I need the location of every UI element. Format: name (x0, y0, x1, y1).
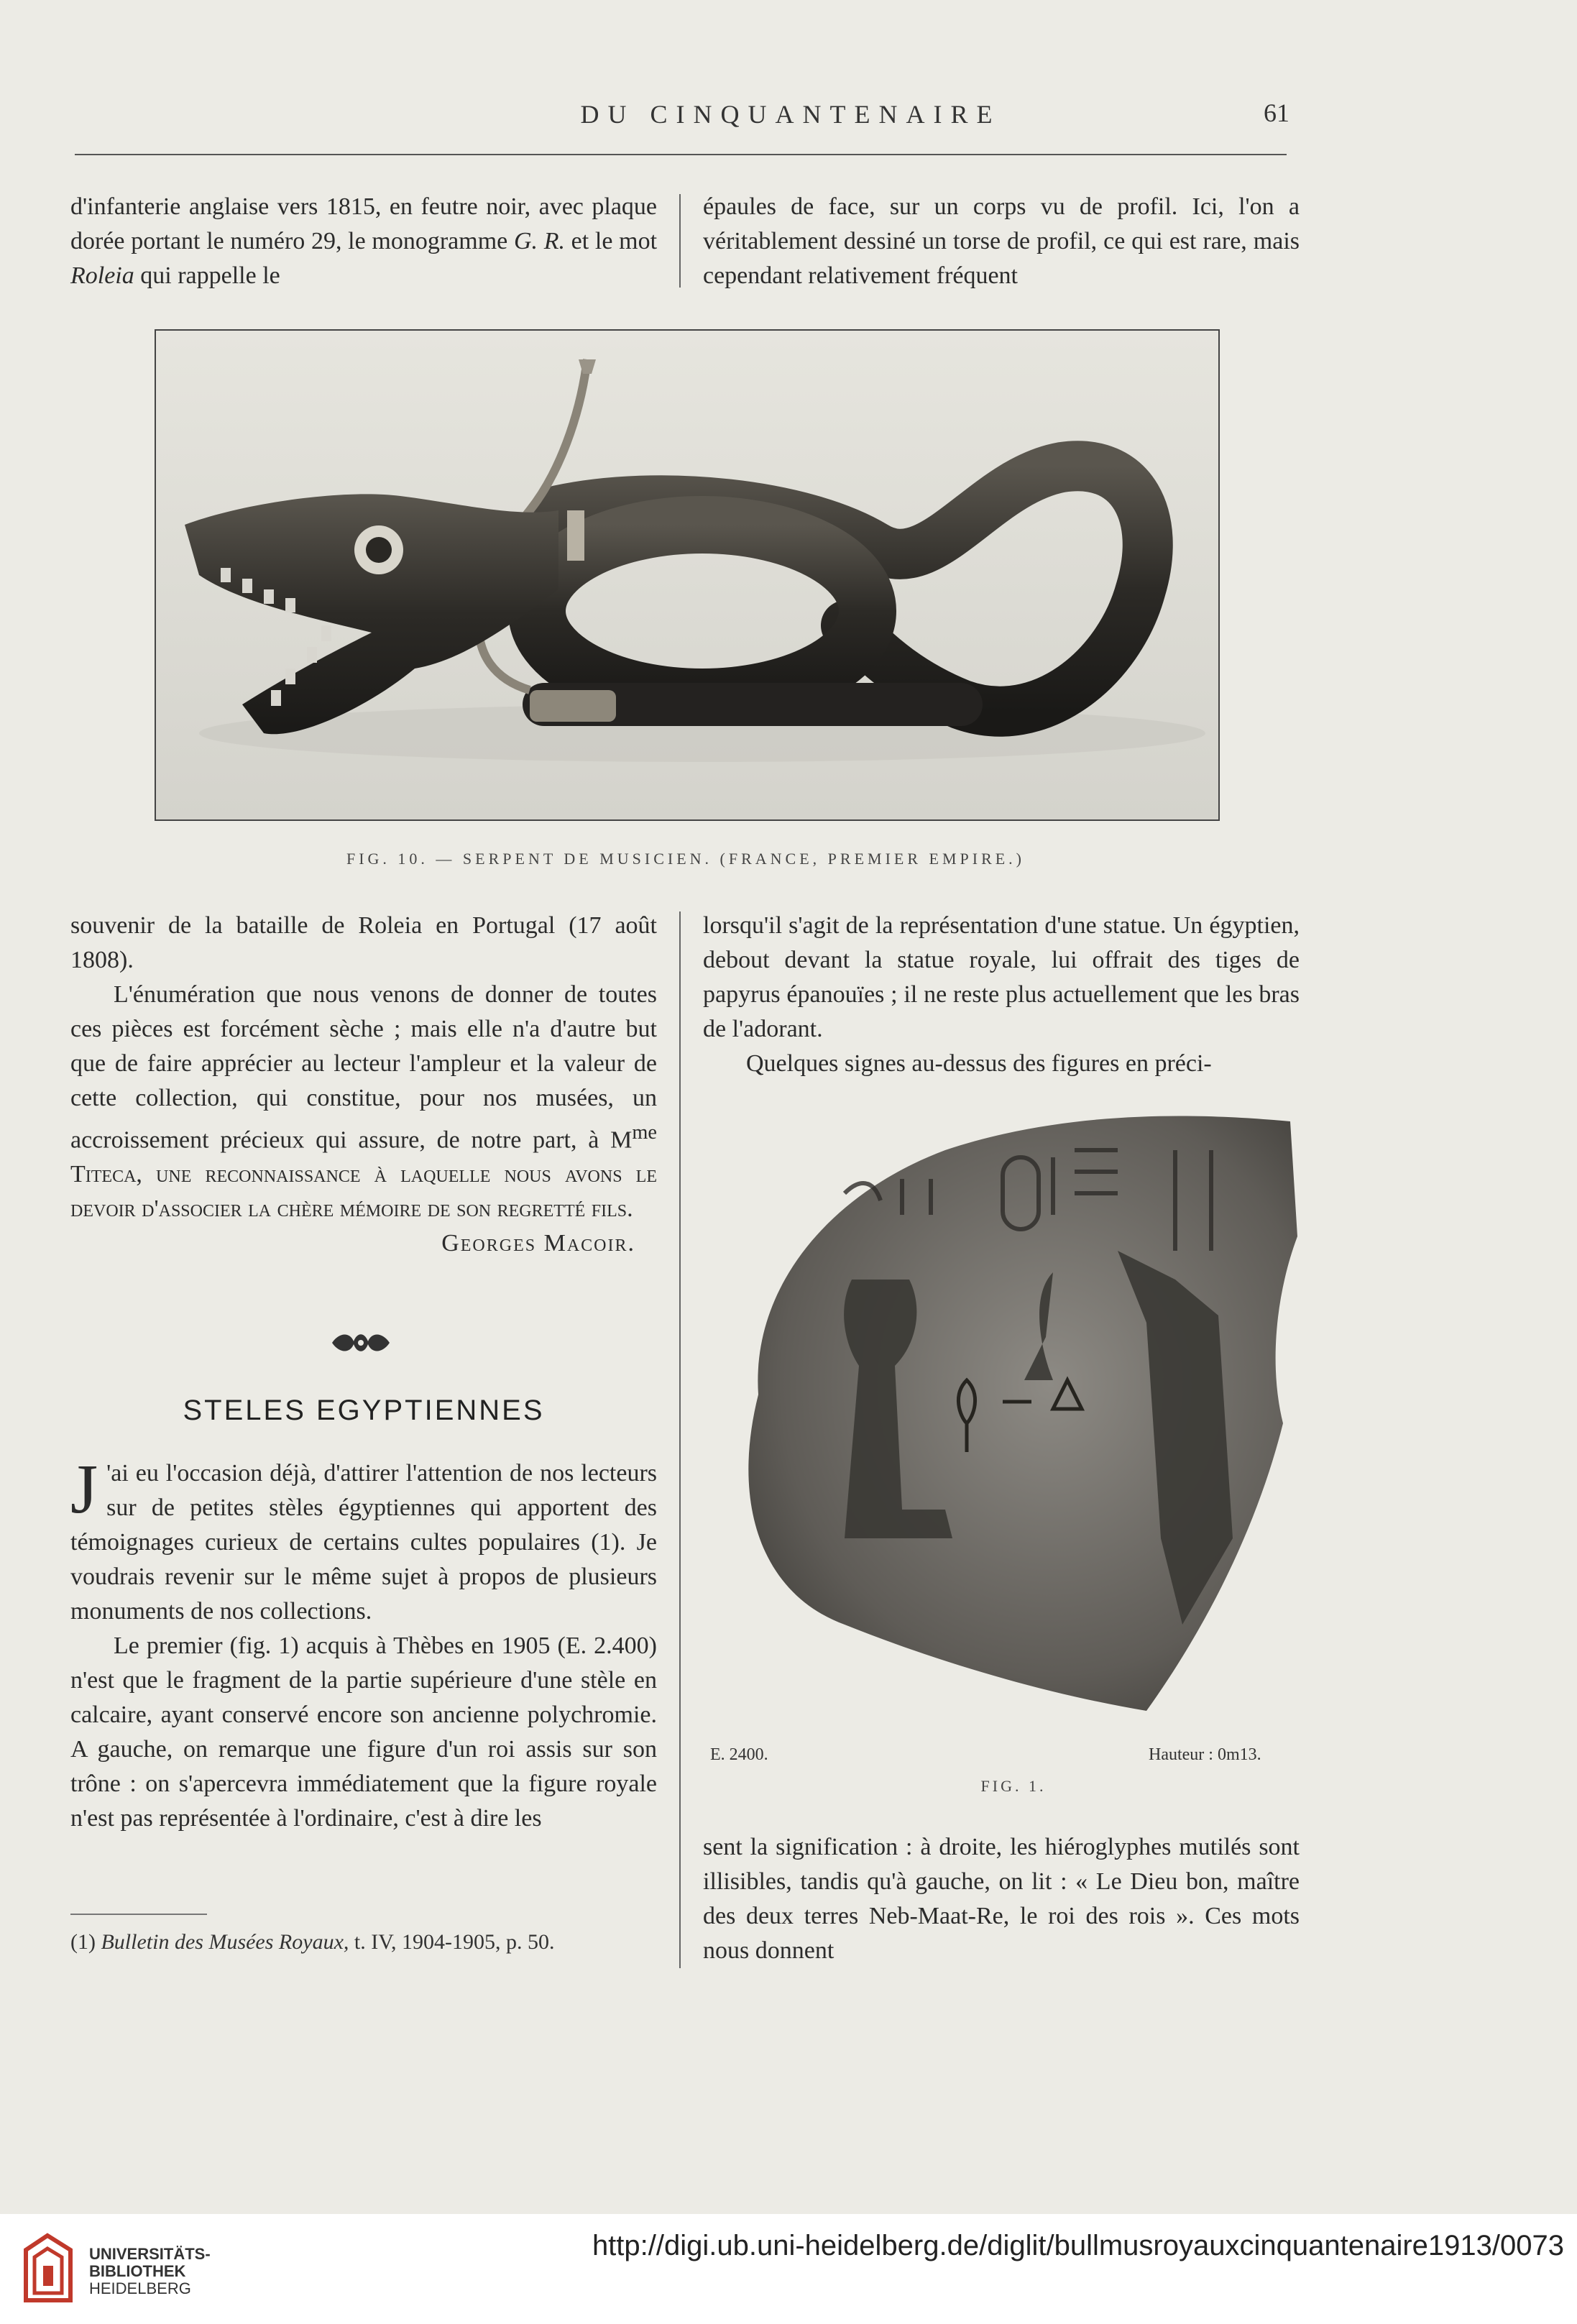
superscript: me (632, 1121, 657, 1144)
library-logo-icon[interactable] (19, 2228, 78, 2307)
text-run: et le mot (571, 228, 658, 254)
footnote-number: (1) (70, 1930, 96, 1954)
library-line-3: HEIDELBERG (89, 2279, 191, 2297)
word-roleia: Roleia (70, 262, 134, 289)
paragraph: souvenir de la bataille de Roleia en Portugal (17 août 1808). (70, 912, 657, 973)
text-run: qui rappelle le (140, 262, 280, 289)
page-number: 61 (1264, 98, 1289, 127)
figure-1-label: FIG. 1. (980, 1777, 1047, 1795)
right-column-top (703, 190, 1300, 293)
library-line-1: UNIVERSITÄTS- (89, 2245, 211, 2263)
serpent-illustration (156, 331, 1218, 819)
paragraph: sent la signification : à droite, les hiéroglyphes mutilés sont illisibles, tandis qu'à gauche, on lit : « Le Dieu bon, maître des deux terres Neb-Maat-Re, le roi des rois ». Ces mots nous donnent (703, 1834, 1300, 1964)
paragraph: Le premier (fig. 1) acquis à Thèbes en 1905 (E. 2.400) n'est que le fragment de la partie supérieure d'une stèle en calcaire, ayant conservé encore son ancienne polychromie. A gauche, on remarque une figure d'un roi assis sur son trône : on s'apercevra immédiatement que la figure royale n'est pas représentée à l'ordinaire, c'est à dire les (70, 1632, 657, 1832)
text-run: d'infanterie anglaise vers 1815, en feutre noir, avec plaque dorée portant le numéro 29, le monogramme (70, 193, 657, 254)
text-run: 'ai eu l'occasion déjà, d'attirer l'attention de nos lecteurs sur de petites stèles égyptiennes qui apportent des témoignages curieux de certains cultes populaires (1). Je voudrais revenir sur le même sujet à propos de plusieurs monuments de nos collections. (70, 1460, 657, 1625)
footnote-title: Bulletin des Musées Royaux, (101, 1930, 349, 1954)
paragraph (70, 1451, 657, 1629)
figure-10-caption: FIG. 10. — SERPENT DE MUSICIEN. (FRANCE, PREMIER EMPIRE.) (346, 850, 1026, 868)
section-title: STELES EGYPTIENNES (183, 1395, 545, 1426)
footnote-rule (70, 1914, 207, 1915)
left-column-body (70, 909, 657, 1261)
right-column-bottom (703, 1830, 1300, 1968)
figure-serpent-photo (155, 329, 1220, 821)
figure-1-height: Hauteur : 0m13. (1149, 1745, 1261, 1764)
source-url-link[interactable]: http://digi.ub.uni-heidelberg.de/diglit/bullmusroyauxcinquantenaire1913/0073 (592, 2230, 1564, 2261)
signature: Georges Macoir. (441, 1230, 635, 1257)
monogram: G. R. (513, 228, 565, 254)
paragraph: Quelques signes au-dessus des figures en préci- (746, 1050, 1212, 1077)
column-rule-top (679, 194, 681, 288)
drop-cap: J (70, 1451, 98, 1528)
right-column-body (703, 909, 1300, 1081)
paragraph: épaules de face, sur un corps vu de profil. Ici, l'on a véritablement dessiné un torse de profil, ce qui est rare, mais cependant relativement fréquent (703, 193, 1300, 289)
running-title: DU CINQUANTENAIRE (580, 100, 1001, 129)
figure-1-catalog-number: E. 2400. (710, 1745, 768, 1764)
left-column-top (70, 190, 657, 293)
figure-stele-photo (715, 1107, 1305, 1740)
section-text (70, 1451, 657, 1836)
text-run: L'énumération que nous venons de donner de toutes ces pièces est forcément sèche ; mais elle n'a d'autre but que de faire apprécier au lecteur l'ampleur et la valeur de cette collection, qui constitue, pour nos musées, un accroissement précieux qui assure, de notre part, à M (70, 981, 657, 1154)
column-rule-main (679, 911, 681, 1968)
header-rule (75, 154, 1287, 155)
paragraph (70, 978, 657, 1226)
library-name[interactable] (89, 2246, 211, 2297)
footnote (70, 1928, 657, 1957)
library-line-2: BIBLIOTHEK (89, 2262, 186, 2280)
fleuron-ornament-icon (325, 1328, 397, 1357)
footnote-citation: t. IV, 1904-1905, p. 50. (354, 1930, 555, 1954)
paragraph: lorsqu'il s'agit de la représentation d'une statue. Un égyptien, debout devant la statue royale, lui offrait des tiges de papyrus épanouïes ; il ne reste plus actuellement que les bras de l'adorant. (703, 912, 1300, 1042)
text-run: Titeca, une reconnaissance à laquelle nous avons le devoir d'associer la chère mémoire de son regretté fils. (70, 1161, 657, 1223)
